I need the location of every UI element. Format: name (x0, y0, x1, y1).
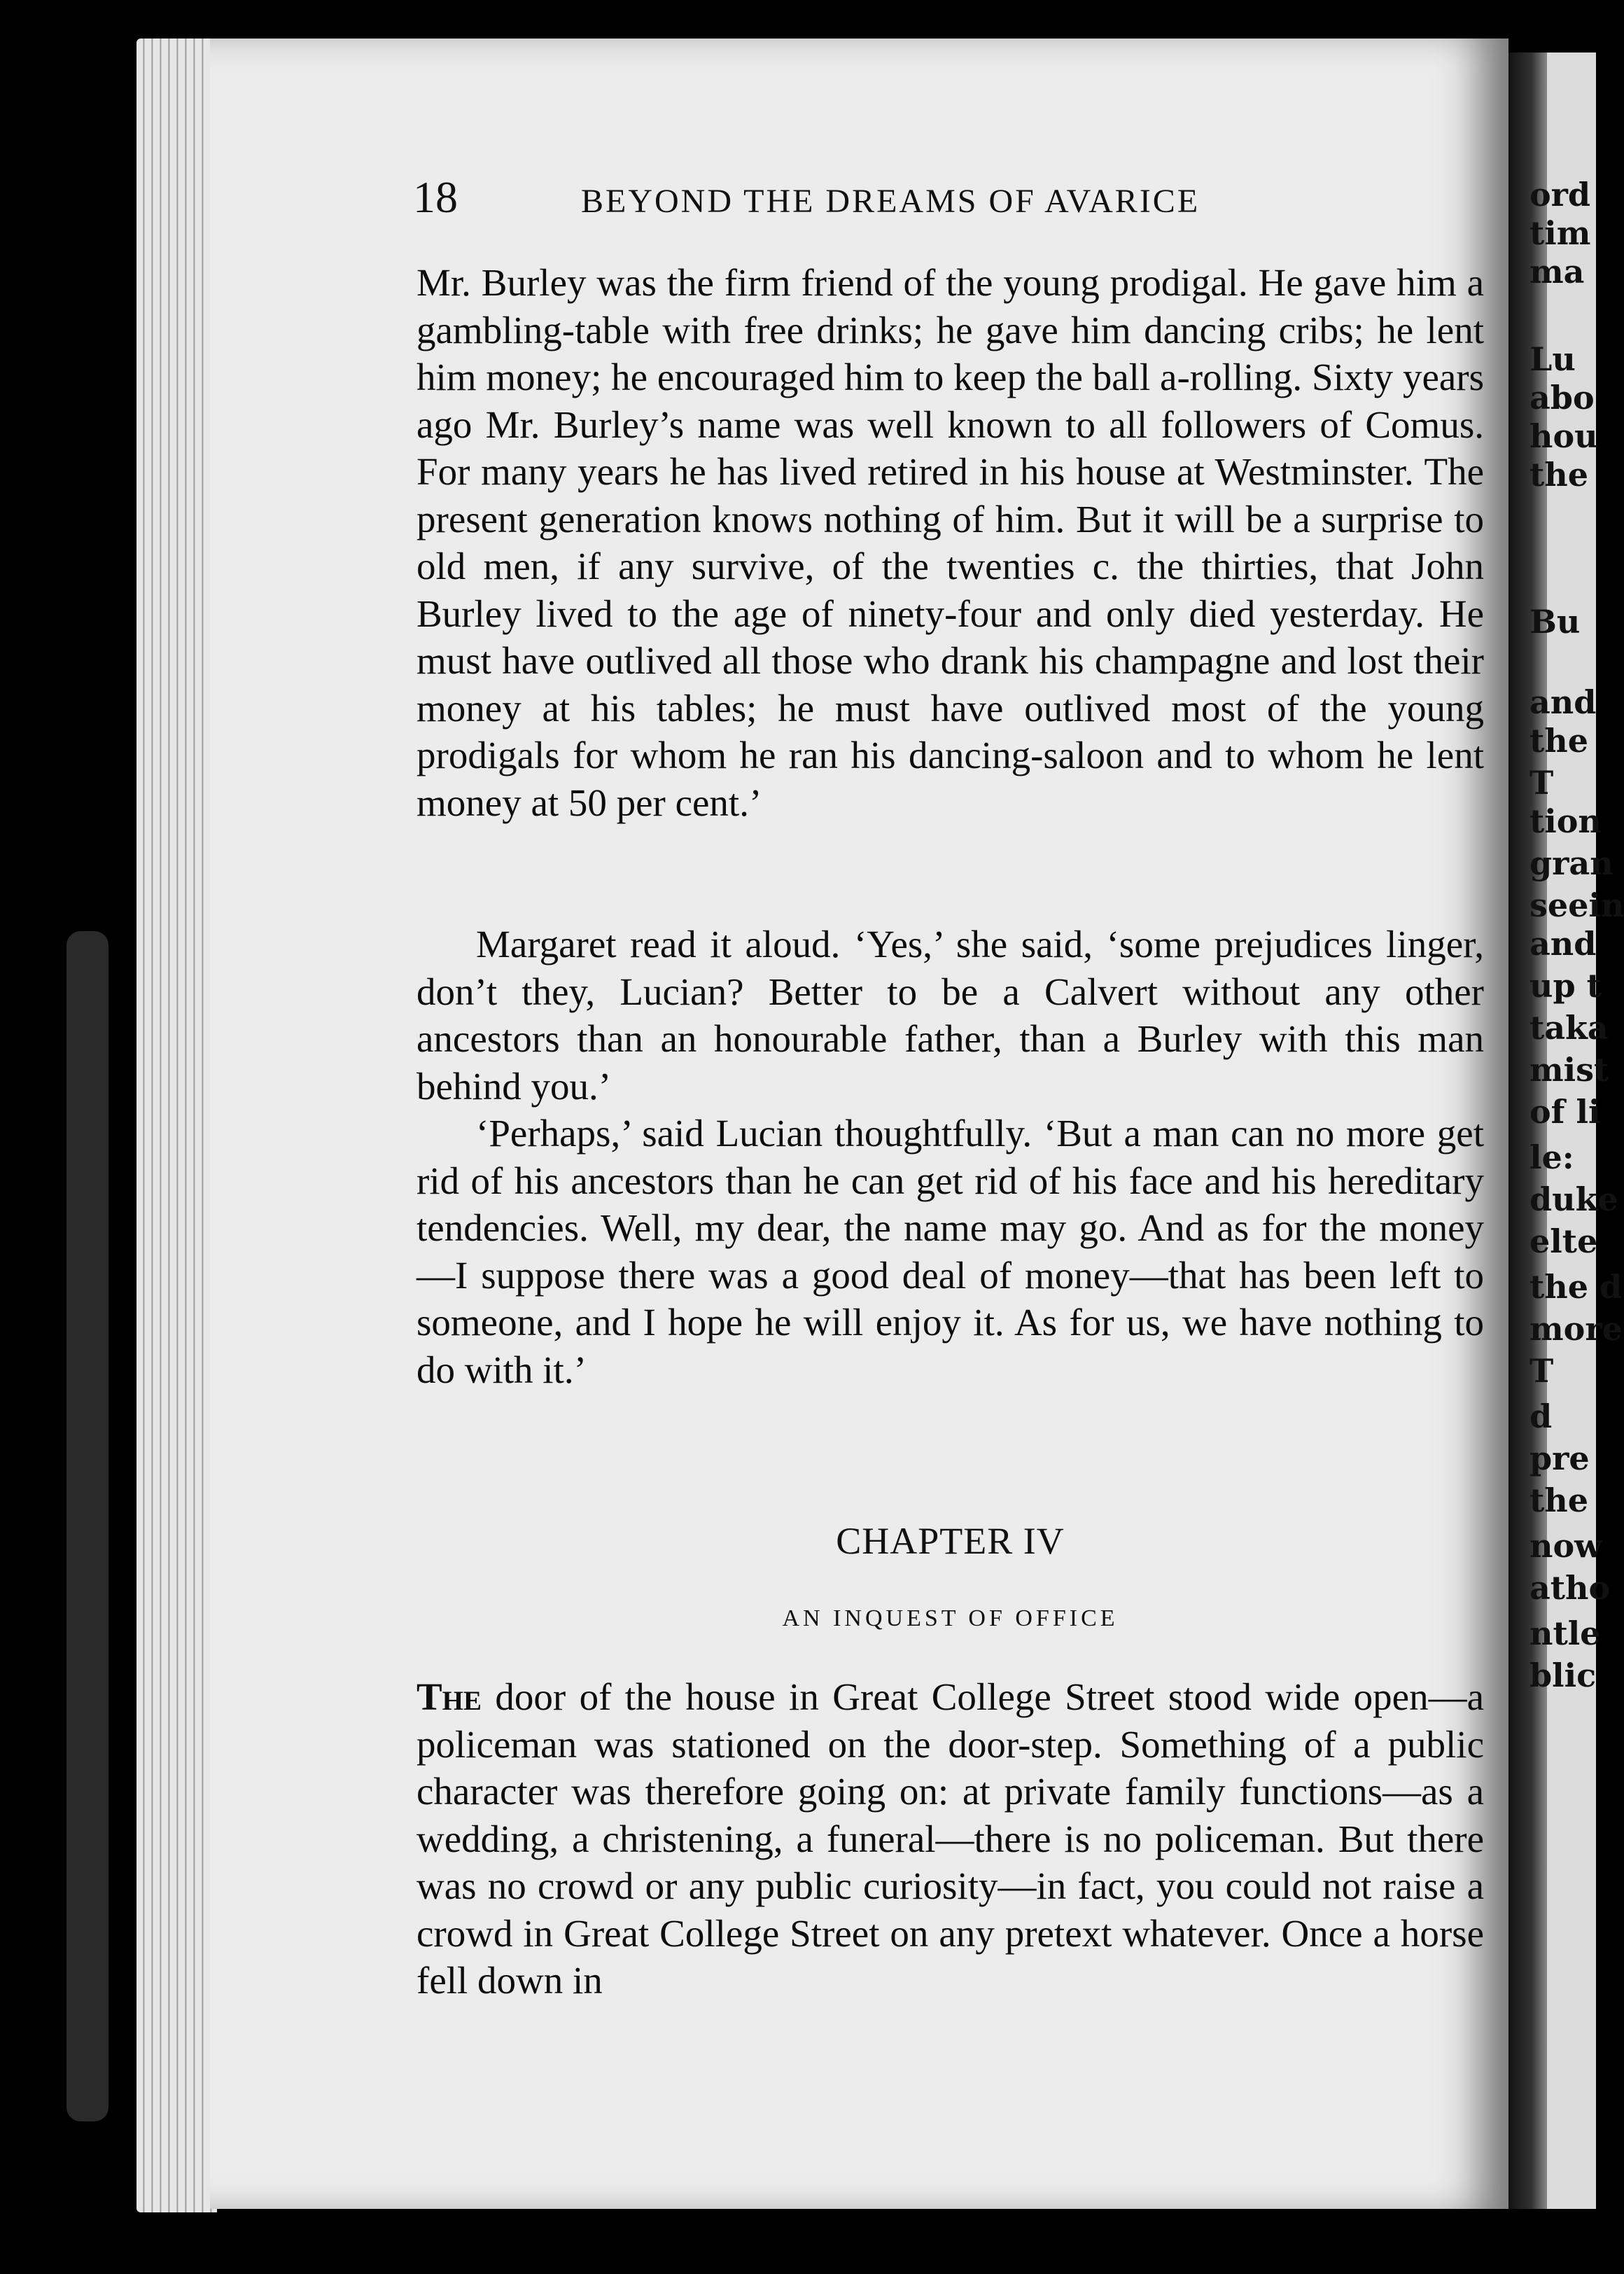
facing-page-fragment: gran (1530, 844, 1614, 882)
facing-page-fragment: taka (1530, 1009, 1609, 1047)
facing-page-fragment: tion (1530, 802, 1602, 840)
facing-page-fragment: le: (1530, 1138, 1574, 1176)
facing-page-fragment: ntle (1530, 1614, 1601, 1652)
paragraph-text: Mr. Burley was the firm friend of the young prodigal. He gave him a gambling-table with free drinks; he gave him dancing cribs; he lent him money; he encouraged him to keep the ball a-rolling. Sixty years ago Mr. Burley’s name was well known to all followers of Comus. For many years he has lived retired in his house at Westminster. The present generation knows nothing of him. But it will be a surprise to old men, if any survive, of the twenties c. the thirties, that John Burley lived to the age of ninety-four and only died yesterday. He must have outlived all those who drank his champagne and lost their money at his tables; he must have outlived most of the young prodigals for whom he ran his dancing-saloon and to whom he lent money at 50 per cent.’ (416, 261, 1484, 824)
facing-page-fragment: of li (1530, 1093, 1601, 1131)
facing-page-fragment: the d (1530, 1268, 1623, 1306)
facing-page-fragment: abo (1530, 379, 1595, 417)
facing-page (1508, 53, 1624, 2209)
facing-page-fragment: pre (1530, 1439, 1590, 1477)
page-edge-tab (66, 931, 108, 2121)
facing-page-fragment: now (1530, 1527, 1602, 1565)
paragraph-text (416, 1673, 1484, 2004)
paragraph-text: ‘Perhaps,’ said Lucian thoughtfully. ‘But a man can no more get rid of his ancestors than he can get rid of his face and his hereditary tendencies. Well, my dear, the name may go. And as for the money—I suppose there was a good deal of money—that has been left to someone, and I hope he will enjoy it. As for us, we have nothing to do with it.’ (416, 1112, 1484, 1391)
facing-page-fragment: and (1530, 683, 1597, 721)
chapter-subtitle: AN INQUEST OF OFFICE (782, 1605, 1119, 1631)
facing-page-fragment: the (1530, 456, 1588, 494)
facing-page-fragment: more (1530, 1310, 1623, 1348)
paragraph-3 (416, 1110, 1484, 1393)
facing-page-fragment: ord (1530, 176, 1591, 214)
facing-page-fragment: T (1530, 764, 1554, 802)
lead-word: The (416, 1675, 482, 1718)
facing-page-fragment: atho (1530, 1569, 1611, 1607)
facing-page-fragment: and (1530, 925, 1597, 963)
chapter-opening-paragraph (416, 1673, 1484, 2004)
facing-page-fragment: T (1530, 1352, 1554, 1390)
paragraph-rest: door of the house in Great College Street stood wide open—a policeman was stationed on the door-step. Something of a public character was therefore going on: at private family functions—as a wedding, a christening, a funeral—there is no policeman. But there was no crowd or any public curiosity—in fact, you could not raise a crowd in Great College Street on any pretext whatever. Once a horse fell down in (416, 1675, 1484, 2002)
facing-page-fragment: mist (1530, 1051, 1609, 1089)
running-title: BEYOND THE DREAMS OF AVARICE (581, 183, 1200, 220)
facing-page-fragment: duke (1530, 1180, 1618, 1218)
page-stack-edges (136, 39, 217, 2212)
facing-page-fragment: elte (1530, 1222, 1598, 1260)
facing-page-fragment: seein (1530, 886, 1624, 924)
facing-page-fragment: the (1530, 722, 1588, 760)
facing-page-fragment: Lu (1530, 340, 1576, 378)
facing-page-fragment: up t (1530, 967, 1602, 1005)
paragraph-text: Margaret read it aloud. ‘Yes,’ she said, ‘some prejudices linger, don’t they, Lucian? Better to be a Calvert without any other ancestors than an honourable father, than a Burley with this man behind you.’ (416, 923, 1484, 1108)
facing-page-fragment: Bu (1530, 603, 1581, 641)
facing-page-fragment: hou (1530, 417, 1598, 455)
facing-page-fragment: the (1530, 1481, 1588, 1519)
facing-page-fragment: ma (1530, 253, 1585, 291)
paragraph-2 (416, 921, 1484, 1110)
facing-page-fragment: tim (1530, 214, 1591, 252)
facing-page-fragment: d (1530, 1397, 1553, 1435)
paragraph-1 (416, 259, 1484, 826)
chapter-title: CHAPTER IV (836, 1520, 1065, 1562)
facing-page-fragment: blic (1530, 1656, 1597, 1694)
page-number: 18 (413, 172, 458, 222)
